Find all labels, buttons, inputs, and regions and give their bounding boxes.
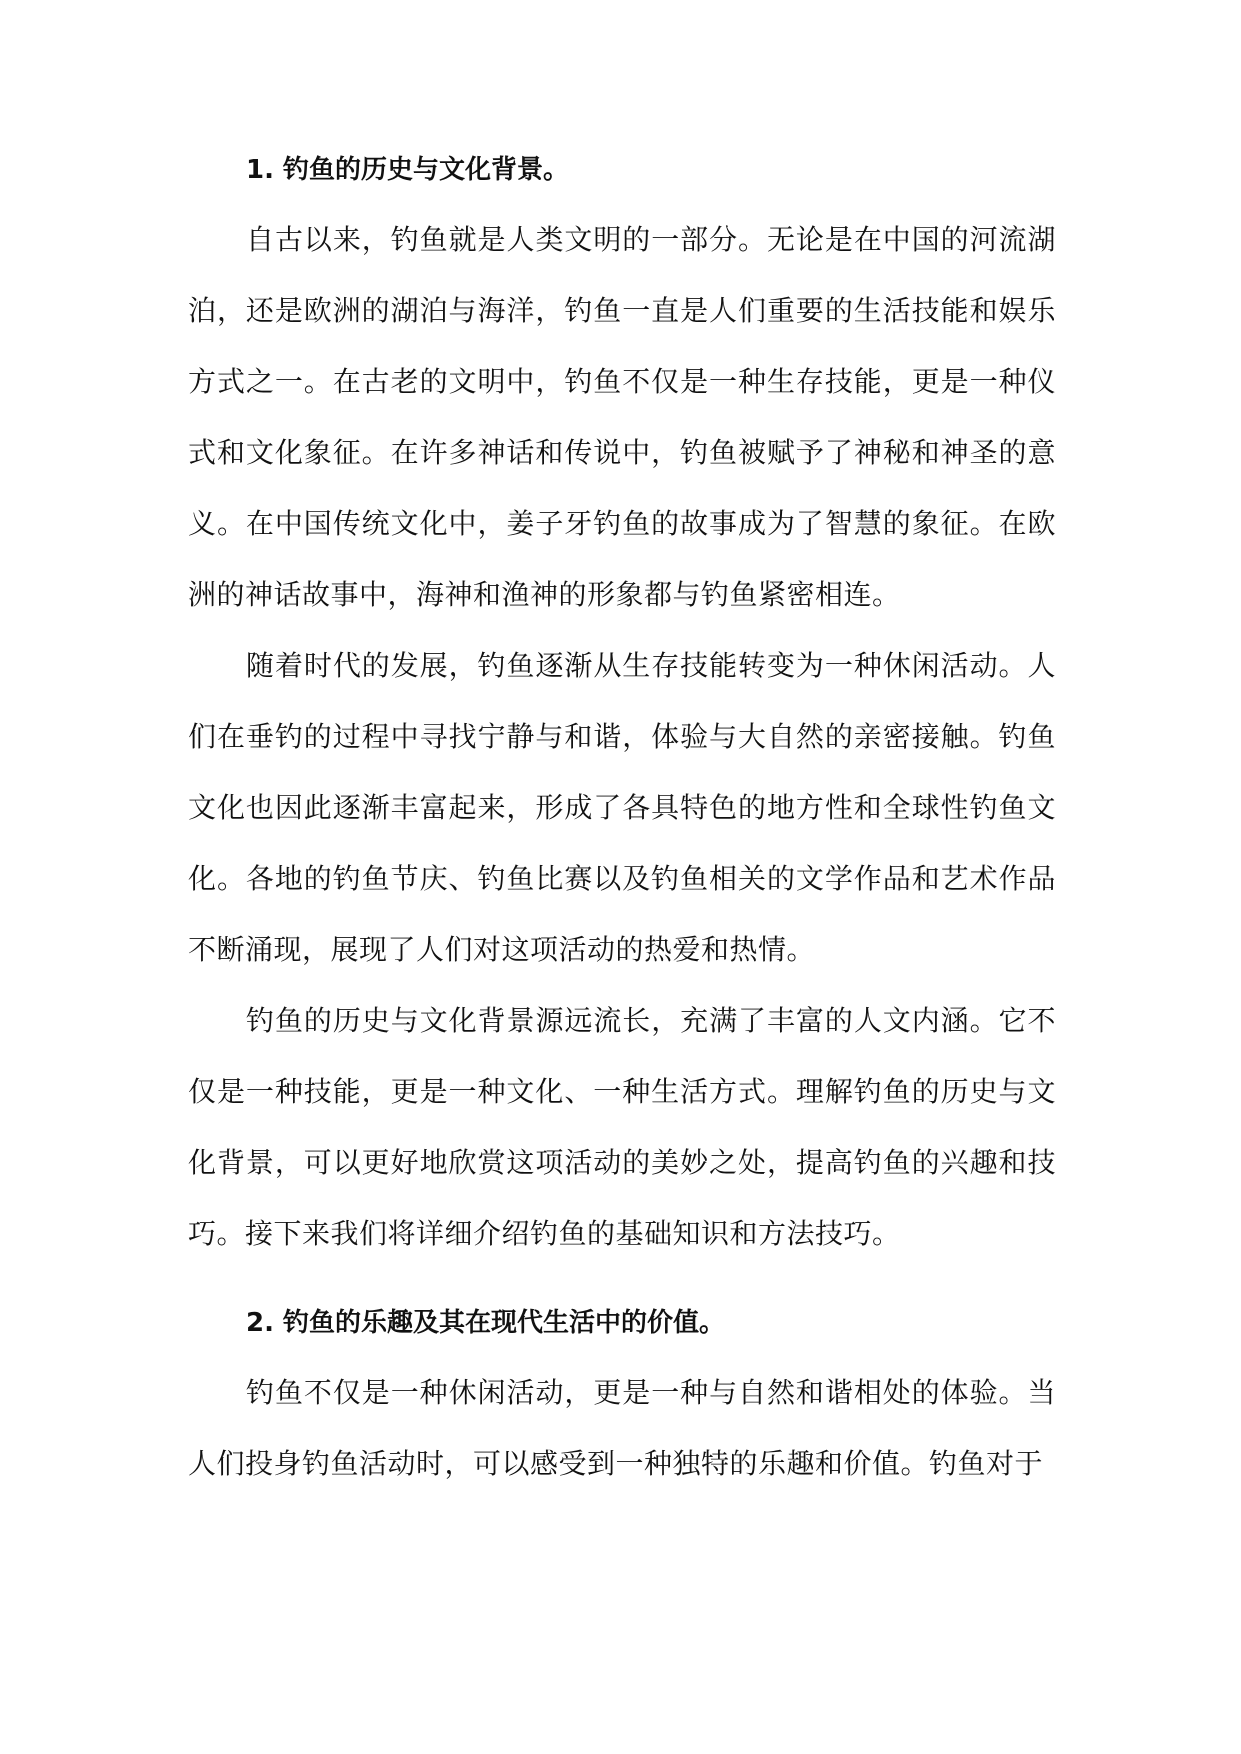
section-heading-history: 1. 钓鱼的历史与文化背景。 [246, 155, 570, 185]
section-heading-value: 2. 钓鱼的乐趣及其在现代生活中的价值。 [246, 1308, 726, 1338]
paragraph-value-intro: 钓鱼不仅是一种休闲活动，更是一种与自然和谐相处的体验。当人们投身钓鱼活动时，可以感受到一种独特的乐趣和价值。钓鱼对于 [188, 1376, 1056, 1480]
paragraph-history-leisure: 随着时代的发展，钓鱼逐渐从生存技能转变为一种休闲活动。人们在垂钓的过程中寻找宁静与和谐，体验与大自然的亲密接触。钓鱼文化也因此逐渐丰富起来，形成了各具特色的地方性和全球性钓鱼文化。各地的钓鱼节庆、钓鱼比赛以及钓鱼相关的文学作品和艺术作品不断涌现，展现了人们对这项活动的热爱和热情。 [188, 649, 1056, 966]
paragraph-history-summary: 钓鱼的历史与文化背景源远流长，充满了丰富的人文内涵。它不仅是一种技能，更是一种文化、一种生活方式。理解钓鱼的历史与文化背景，可以更好地欣赏这项活动的美妙之处，提高钓鱼的兴趣和技巧。接下来我们将详细介绍钓鱼的基础知识和方法技巧。 [188, 1004, 1056, 1250]
document-page [188, 150, 1056, 1499]
paragraph-history-origins: 自古以来，钓鱼就是人类文明的一部分。无论是在中国的河流湖泊，还是欧洲的湖泊与海洋，钓鱼一直是人们重要的生活技能和娱乐方式之一。在古老的文明中，钓鱼不仅是一种生存技能，更是一种仪式和文化象征。在许多神话和传说中，钓鱼被赋予了神秘和神圣的意义。在中国传统文化中，姜子牙钓鱼的故事成为了智慧的象征。在欧洲的神话故事中，海神和渔神的形象都与钓鱼紧密相连。 [188, 223, 1056, 611]
